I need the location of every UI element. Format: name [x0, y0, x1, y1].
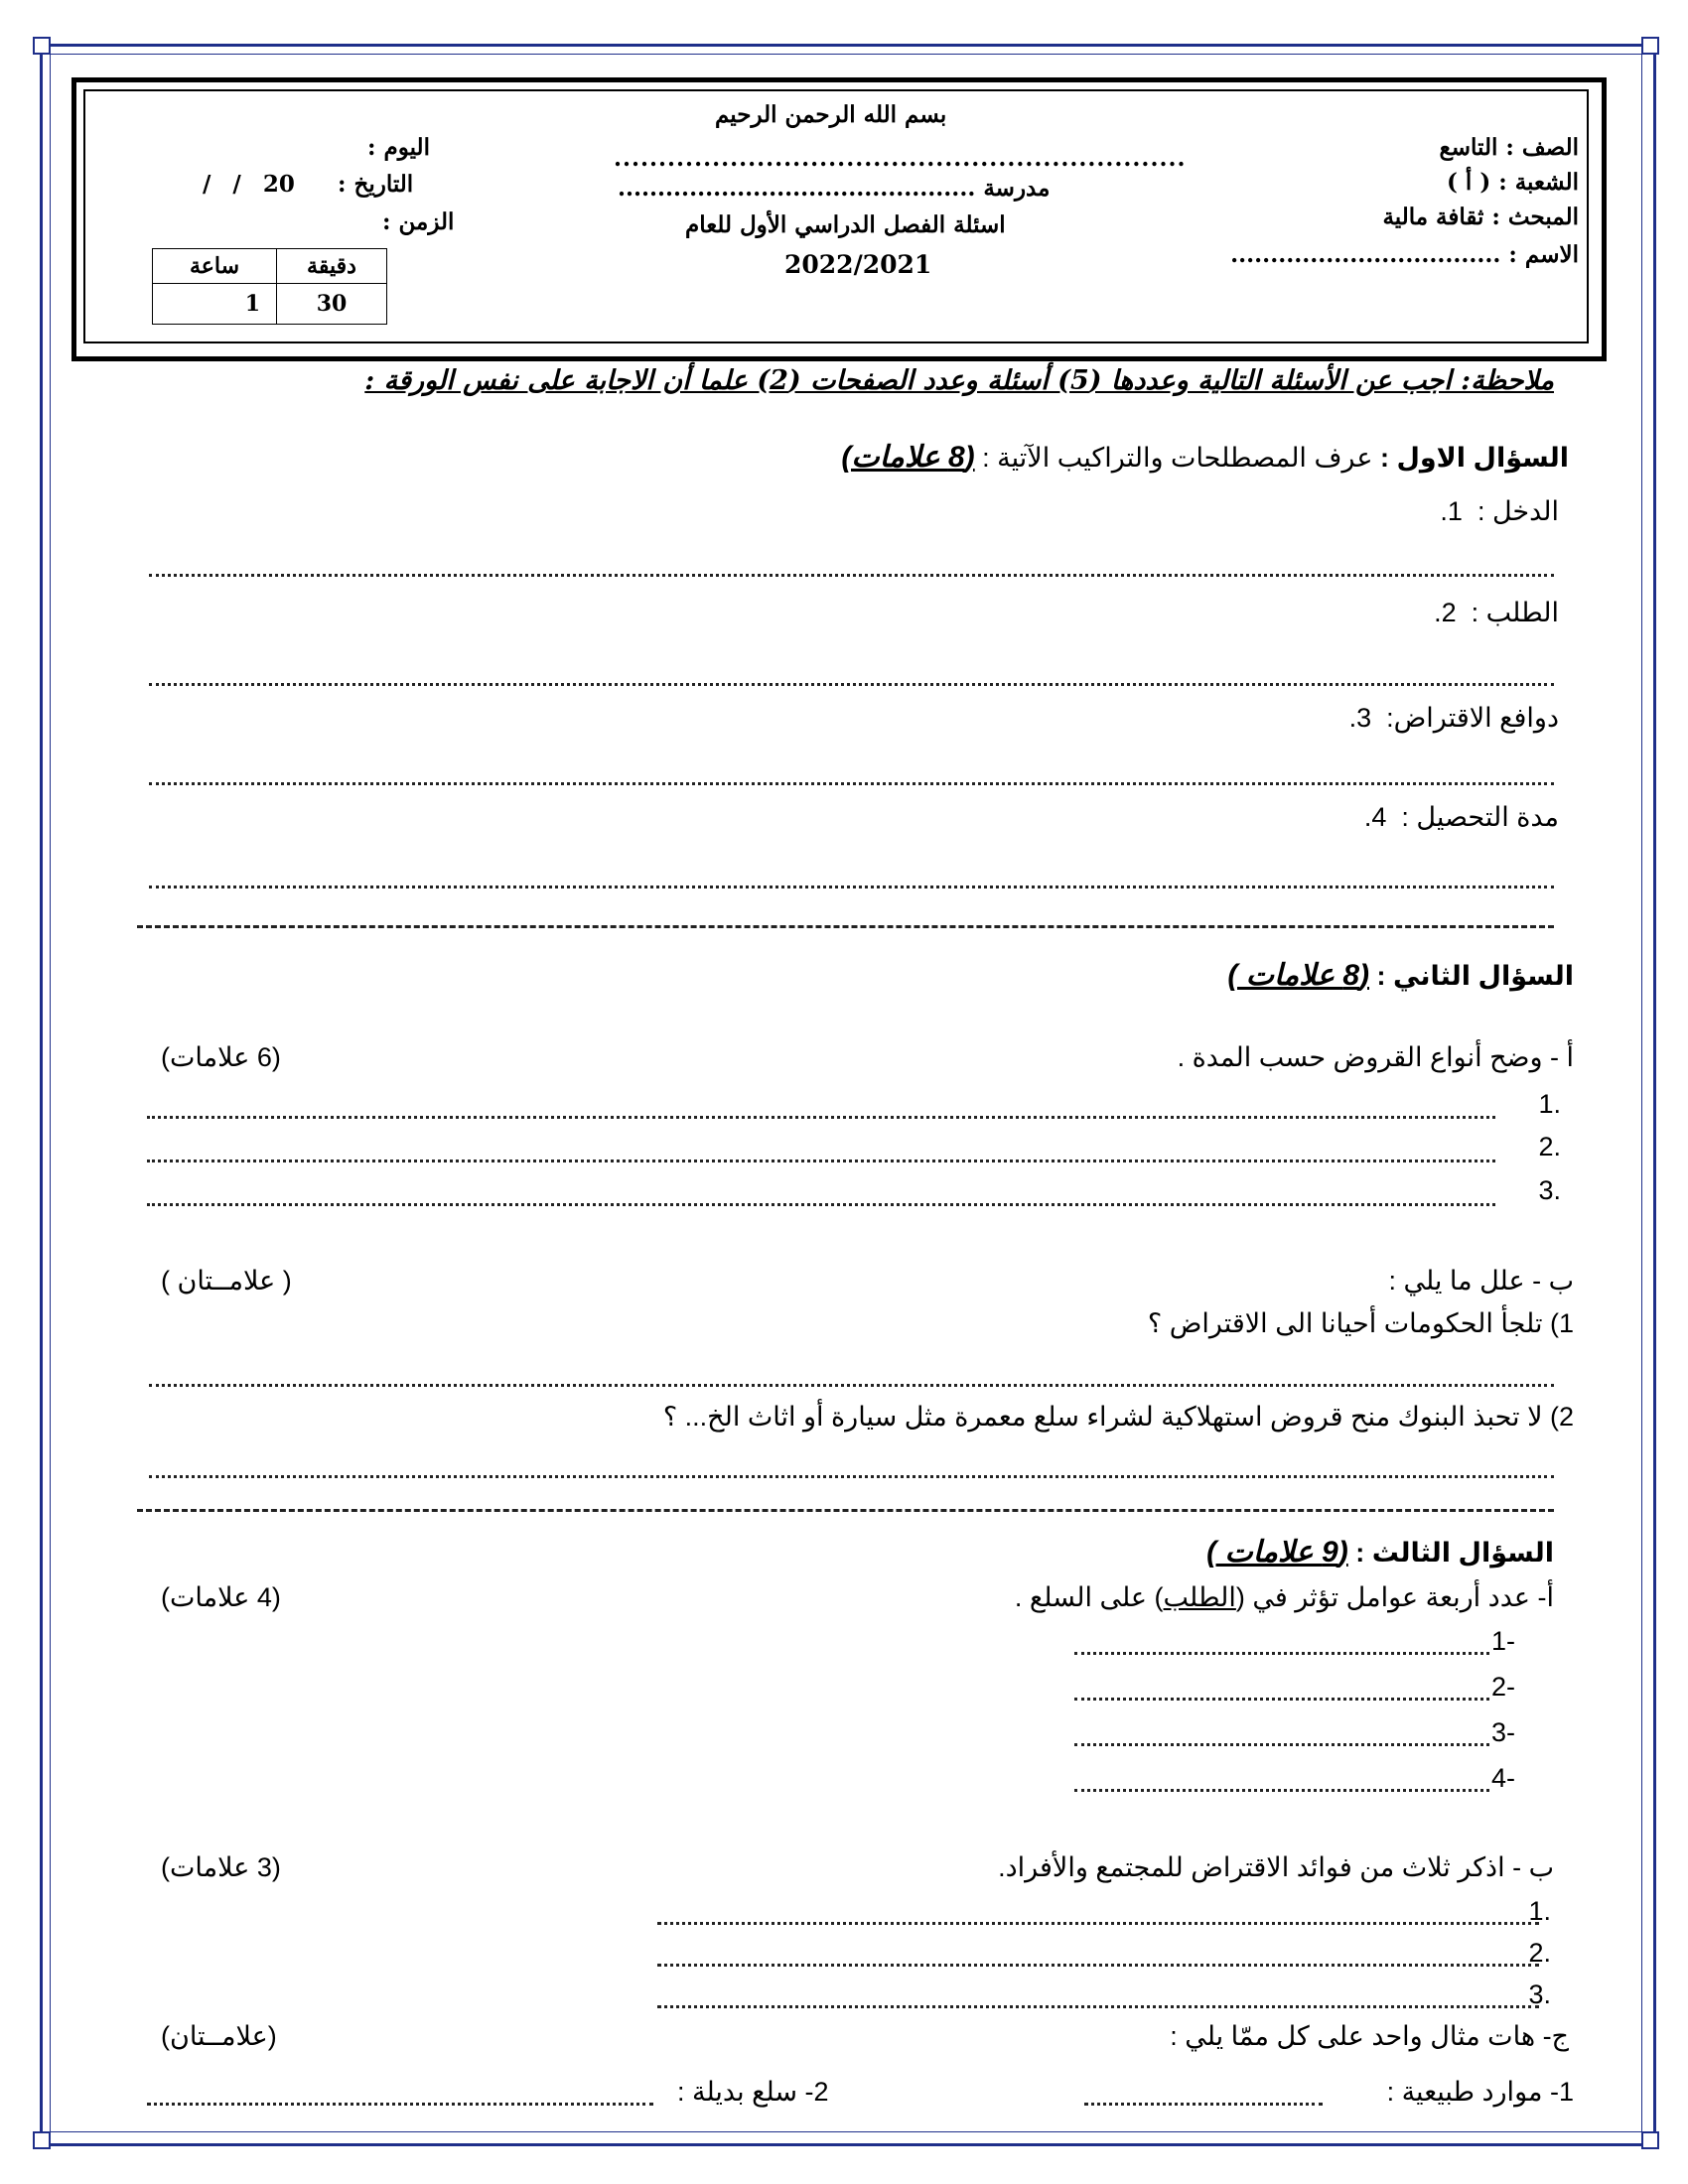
answer-line[interactable]: [1084, 2103, 1323, 2106]
q3-c-item-1: 1- موارد طبيعية :: [1386, 2077, 1574, 2107]
hour-value: 1: [153, 284, 277, 325]
q1-heading: [841, 440, 1569, 475]
student-name-field: الاسم : ..................................: [1230, 241, 1579, 268]
corner-ornament: [33, 2131, 51, 2149]
q3-b-num-1: 1.: [1528, 1896, 1551, 1926]
q2-part-b: ب - علل ما يلي :: [1388, 1266, 1574, 1296]
subject-label: المبحث : ثقافة مالية: [1382, 204, 1579, 230]
answer-line[interactable]: [149, 1475, 1554, 1478]
answer-line[interactable]: [147, 1116, 1495, 1119]
q2-title: السؤال الثاني :: [1376, 961, 1574, 991]
instructions-note: ملاحظة: اجب عن الأسئلة التالية وعددها (5) أسئلة وعدد الصفحات (2) علما أن الاجابة على نفس الورقة :: [364, 365, 1554, 396]
q2-a-num-3: 3.: [1538, 1175, 1561, 1205]
corner-ornament: [1641, 37, 1659, 55]
corner-ornament: [1641, 2131, 1659, 2149]
q1-item-2: الطلب : 2.: [1434, 598, 1559, 627]
q3-part-a-marks: (4 علامات): [161, 1582, 281, 1612]
school-line: ................................................................: [614, 145, 1187, 172]
q1-prompt: عرف المصطلحات والتراكيب الآتية :: [982, 443, 1373, 473]
q3-part-b-marks: (3 علامات): [161, 1852, 281, 1882]
q1-item-1: الدخل : 1.: [1440, 496, 1559, 526]
day-label: اليوم :: [367, 134, 430, 161]
time-label: الزمن :: [382, 208, 455, 235]
q3-a-num-1: 1-: [1491, 1626, 1516, 1656]
time-table: [152, 248, 387, 325]
class-label: الصف : التاسع: [1439, 134, 1579, 161]
q2-heading: [1227, 958, 1574, 993]
answer-line[interactable]: [149, 683, 1554, 686]
q3-b-num-3: 3.: [1528, 1979, 1551, 2009]
q1-marks: (8 علامات): [841, 441, 975, 474]
q3-a-num-2: 2-: [1491, 1672, 1516, 1702]
answer-line[interactable]: [1074, 1743, 1489, 1746]
q2-a-num-2: 2.: [1538, 1132, 1561, 1161]
date-label: التاريخ :: [338, 171, 414, 198]
q3-a-num-3: 3-: [1491, 1717, 1516, 1747]
section-divider: [137, 925, 1554, 928]
section-label: الشعبة : ( أ ): [1447, 169, 1579, 196]
q2-part-b-marks: ( علامــتان ): [161, 1266, 292, 1296]
basmala: بسم الله الرحمن الرحيم: [715, 101, 947, 128]
answer-line[interactable]: [1074, 1698, 1489, 1701]
q1-item-3: دوافع الاقتراض: 3.: [1348, 703, 1559, 733]
answer-line[interactable]: [1074, 1652, 1489, 1655]
q3-part-a: أ- عدد أربعة عوامل تؤثر في (الطلب) على السلع .: [1014, 1582, 1554, 1612]
q2-b-item-1: 1) تلجأ الحكومات أحيانا الى الاقتراض ؟: [1147, 1308, 1574, 1338]
q3-heading: [1206, 1535, 1554, 1570]
q3-b-num-2: 2.: [1528, 1938, 1551, 1968]
answer-line[interactable]: [149, 886, 1554, 888]
q3-a-num-4: 4-: [1491, 1763, 1516, 1793]
answer-line[interactable]: [149, 1384, 1554, 1387]
hour-header: ساعة: [153, 249, 277, 284]
answer-line[interactable]: [149, 782, 1554, 785]
q2-marks: (8 علامات ): [1227, 959, 1369, 992]
answer-line[interactable]: [657, 2005, 1539, 2008]
section-divider: [137, 1509, 1554, 1512]
q3-part-b: ب - اذكر ثلاث من فوائد الاقتراض للمجتمع والأفراد.: [998, 1852, 1554, 1882]
q2-part-a-marks: (6 علامات): [161, 1042, 281, 1072]
q3-marks: (9 علامات ): [1206, 1536, 1348, 1569]
answer-line[interactable]: [147, 2103, 653, 2106]
exam-year: 2022/2021: [784, 250, 932, 279]
q2-a-num-1: 1.: [1538, 1089, 1561, 1119]
q3-part-a-underlined: الطلب: [1163, 1582, 1236, 1612]
q2-part-a: أ - وضح أنواع القروض حسب المدة .: [1177, 1042, 1574, 1072]
exam-title: اسئلة الفصل الدراسي الأول للعام: [685, 211, 1006, 238]
answer-line[interactable]: [147, 1203, 1495, 1206]
q3-part-c: ج- هات مثال واحد على كل ممّا يلي :: [1170, 2021, 1569, 2051]
q1-title: السؤال الاول :: [1379, 443, 1569, 473]
q3-c-item-2: 2- سلع بديلة :: [677, 2077, 829, 2107]
q3-title: السؤال الثالث :: [1355, 1538, 1554, 1568]
school-label: مدرسة .............................................: [618, 175, 1051, 202]
q3-part-c-marks: (علامــتان): [161, 2021, 277, 2051]
answer-line[interactable]: [1074, 1789, 1489, 1792]
date-value: / / 20: [203, 171, 295, 198]
q2-b-item-2: 2) لا تحبذ البنوك منح قروض استهلاكية لشراء سلع معمرة مثل سيارة أو اثاث الخ... ؟: [662, 1402, 1574, 1432]
answer-line[interactable]: [657, 1922, 1539, 1925]
answer-line[interactable]: [149, 574, 1554, 577]
answer-line[interactable]: [147, 1160, 1495, 1162]
corner-ornament: [33, 37, 51, 55]
minute-value: 30: [277, 284, 387, 325]
q1-item-4: مدة التحصيل : 4.: [1363, 802, 1559, 832]
minute-header: دقيقة: [277, 249, 387, 284]
answer-line[interactable]: [657, 1964, 1539, 1967]
